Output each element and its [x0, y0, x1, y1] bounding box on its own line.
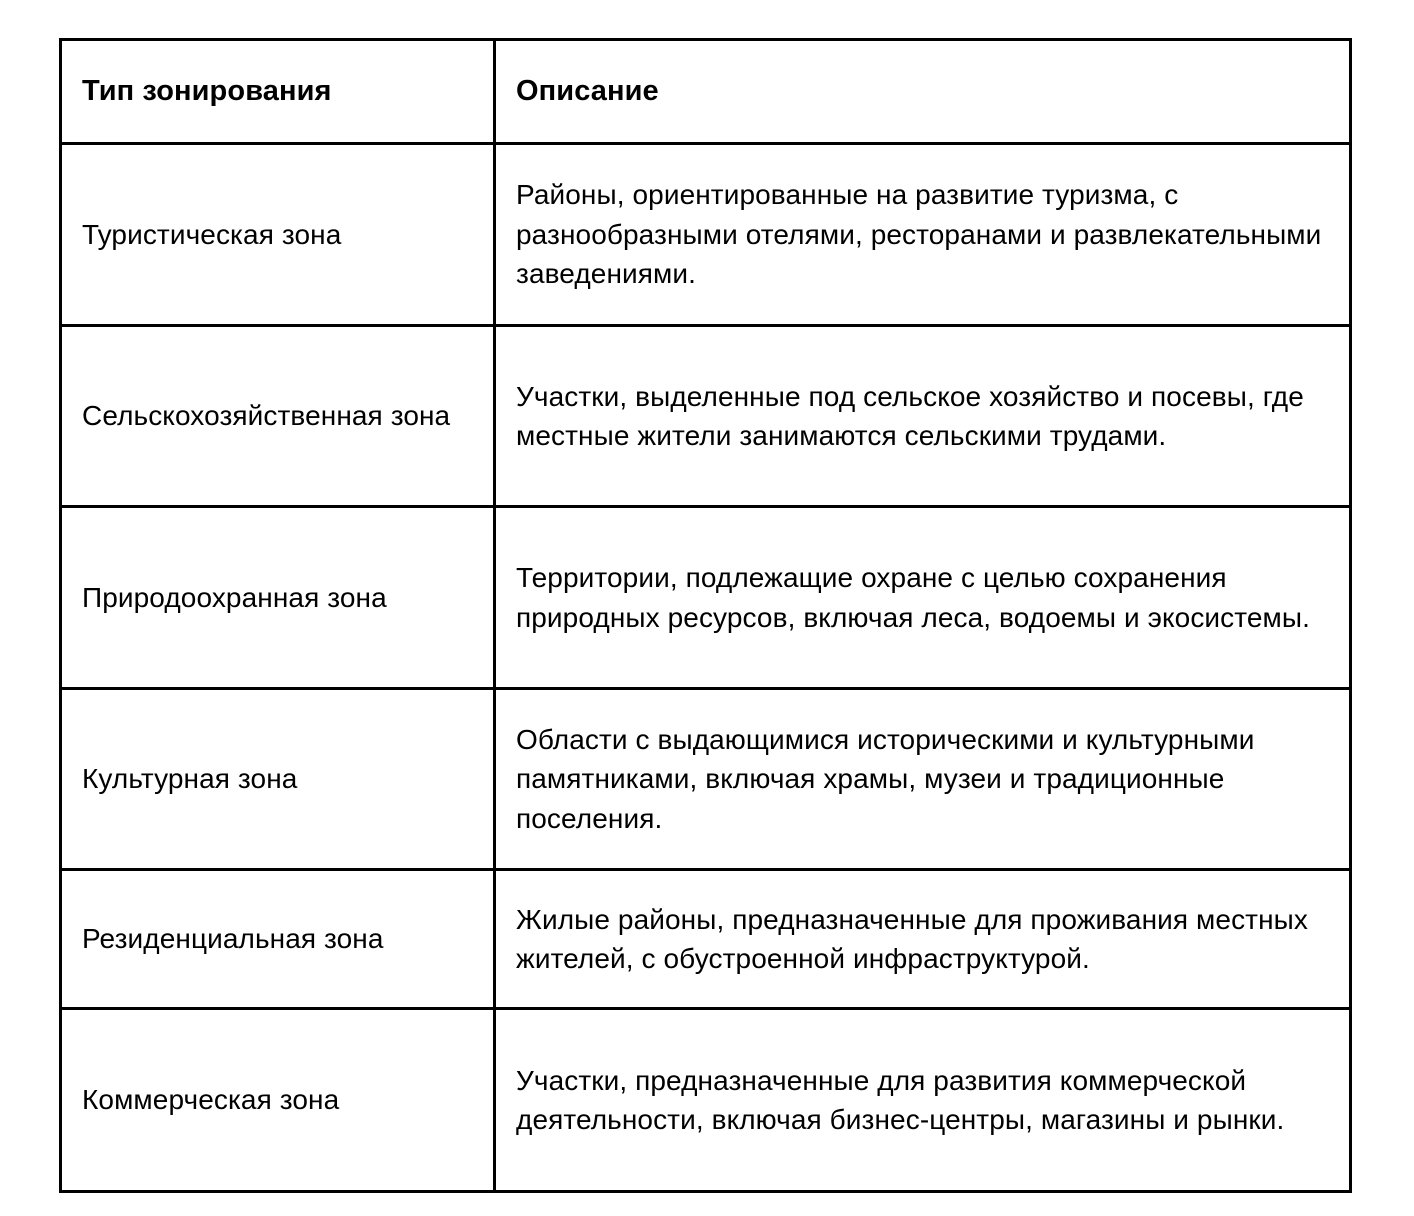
table-row [61, 1009, 1351, 1192]
zone-description-cell: Участки, выделенные под сельское хозяйство и посевы, где местные жители занимаются сельскими трудами. [495, 326, 1351, 507]
zone-description-cell: Участки, предназначенные для развития коммерческой деятельности, включая бизнес-центры, магазины и рынки. [495, 1009, 1351, 1192]
table-row [61, 870, 1351, 1009]
zone-type-cell: Культурная зона [61, 689, 495, 870]
zone-type-cell: Резиденциальная зона [61, 870, 495, 1009]
zone-type-cell: Туристическая зона [61, 144, 495, 326]
zone-description-cell: Территории, подлежащие охране с целью сохранения природных ресурсов, включая леса, водоемы и экосистемы. [495, 507, 1351, 689]
table-row [61, 144, 1351, 326]
zone-description-cell: Области с выдающимися историческими и культурными памятниками, включая храмы, музеи и традиционные поселения. [495, 689, 1351, 870]
table-row [61, 507, 1351, 689]
table-row [61, 689, 1351, 870]
zone-description-cell: Районы, ориентированные на развитие туризма, с разнообразными отелями, ресторанами и развлекательными заведениями. [495, 144, 1351, 326]
zone-description-cell: Жилые районы, предназначенные для проживания местных жителей, с обустроенной инфраструктурой. [495, 870, 1351, 1009]
zone-type-cell: Природоохранная зона [61, 507, 495, 689]
table-row [61, 326, 1351, 507]
zoning-table [59, 38, 1352, 1193]
zone-type-cell: Сельскохозяйственная зона [61, 326, 495, 507]
zone-type-cell: Коммерческая зона [61, 1009, 495, 1192]
table-header-row [61, 40, 1351, 144]
column-header-description: Описание [495, 40, 1351, 144]
column-header-type: Тип зонирования [61, 40, 495, 144]
